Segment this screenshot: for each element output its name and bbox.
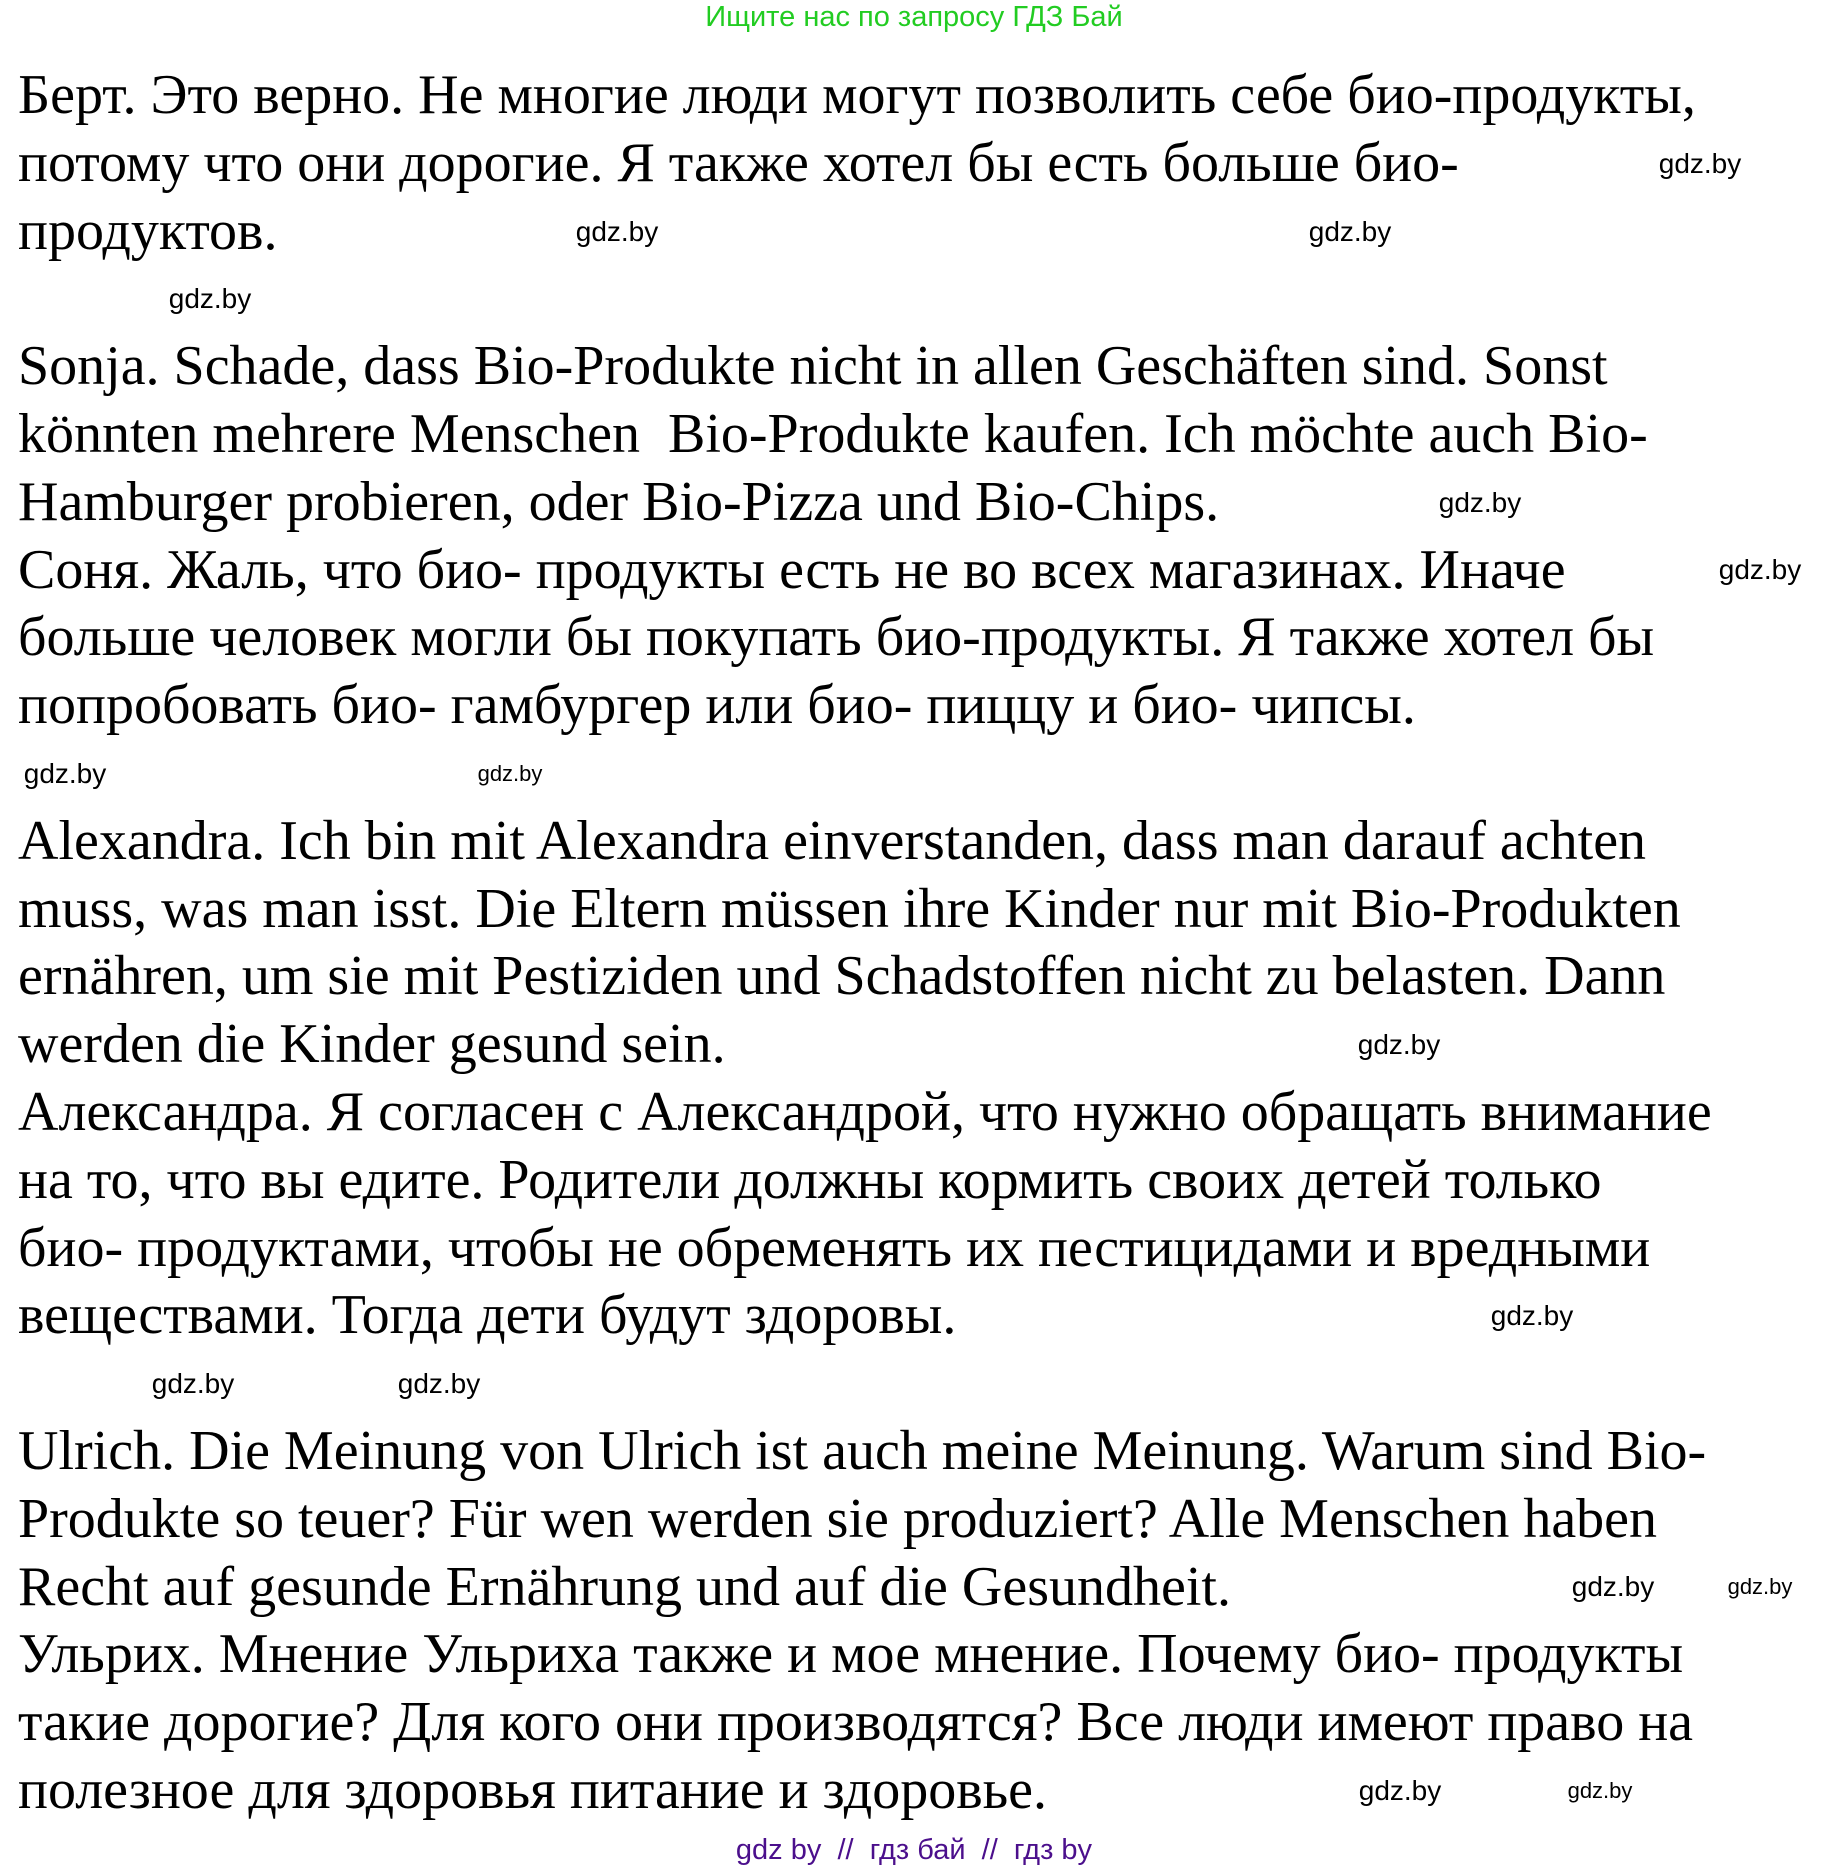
watermark: gdz.by — [1438, 487, 1522, 518]
text-line: веществами. Тогда дети будут здоровы. — [18, 1284, 957, 1347]
watermark: gdz.by — [575, 216, 659, 247]
footer-links: gdz by // гдз бай // гдз by — [735, 1834, 1093, 1866]
watermark: gdz.by — [1658, 148, 1742, 179]
text-line: продуктов. — [18, 199, 278, 262]
watermark: gdz.by — [1571, 1571, 1655, 1602]
text-line: полезное для здоровья питание и здоровье. — [18, 1758, 1048, 1821]
text-line: Recht auf gesunde Ernährung und auf die Gesundheit. — [18, 1555, 1231, 1618]
watermark: gdz.by — [1567, 1778, 1633, 1803]
watermark: gdz.by — [151, 1368, 235, 1399]
text-line: muss, was man isst. Die Eltern müssen ihre Kinder nur mit Bio-Produkten — [18, 877, 1681, 940]
text-line: Ulrich. Die Meinung von Ulrich ist auch meine Meinung. Warum sind Bio- — [18, 1419, 1707, 1482]
watermark: gdz.by — [168, 283, 252, 314]
text-line: на то, что вы едите. Родители должны кормить своих детей только — [18, 1148, 1602, 1211]
text-line: Соня. Жаль, что био- продукты есть не во всех магазинах. Иначе — [18, 538, 1566, 601]
text-line: Sonja. Schade, dass Bio-Produkte nicht in allen Geschäften sind. Sonst — [18, 335, 1608, 398]
search-hint-header: Ищите нас по запросу ГДЗ Бай — [705, 1, 1123, 33]
text-line: ernähren, um sie mit Pestiziden und Schadstoffen nicht zu belasten. Dann — [18, 945, 1666, 1008]
text-line: Produkte so teuer? Für wen werden sie produziert? Alle Menschen haben — [18, 1487, 1658, 1550]
text-line: könnten mehrere Menschen Bio-Produkte kaufen. Ich möchte auch Bio- — [18, 402, 1648, 465]
text-line: Ульрих. Мнение Ульриха также и мое мнение. Почему био- продукты — [18, 1623, 1684, 1686]
watermark: gdz.by — [397, 1368, 481, 1399]
text-line: werden die Kinder gesund sein. — [18, 1013, 726, 1076]
watermark: gdz.by — [1357, 1029, 1441, 1060]
text-line: Берт. Это верно. Не многие люди могут позволить себе био-продукты, — [18, 64, 1696, 126]
text-line: био- продуктами, чтобы не обременять их пестицидами и вредными — [18, 1216, 1651, 1279]
text-line: больше человек могли бы покупать био-продукты. Я также хотел бы — [18, 606, 1655, 669]
watermark: gdz.by — [477, 761, 543, 786]
text-line: попробовать био- гамбургер или био- пиццу и био- чипсы. — [18, 674, 1416, 737]
text-line: Hamburger probieren, oder Bio-Pizza und Bio-Chips. — [18, 470, 1220, 533]
text-line: потому что они дорогие. Я также хотел бы есть больше био- — [18, 131, 1459, 194]
text-line: Александра. Я согласен с Александрой, что нужно обращать внимание — [18, 1080, 1712, 1143]
watermark: gdz.by — [1727, 1574, 1793, 1599]
watermark: gdz.by — [1308, 216, 1392, 247]
watermark: gdz.by — [1718, 554, 1802, 585]
watermark: gdz.by — [23, 758, 107, 789]
text-line: такие дорогие? Для кого они производятся? Все люди имеют право на — [18, 1691, 1694, 1754]
watermark: gdz.by — [1358, 1775, 1442, 1806]
text-line: Alexandra. Ich bin mit Alexandra einverstanden, dass man darauf achten — [18, 809, 1647, 872]
answer-text — [18, 62, 1712, 1825]
watermark: gdz.by — [1490, 1300, 1574, 1331]
